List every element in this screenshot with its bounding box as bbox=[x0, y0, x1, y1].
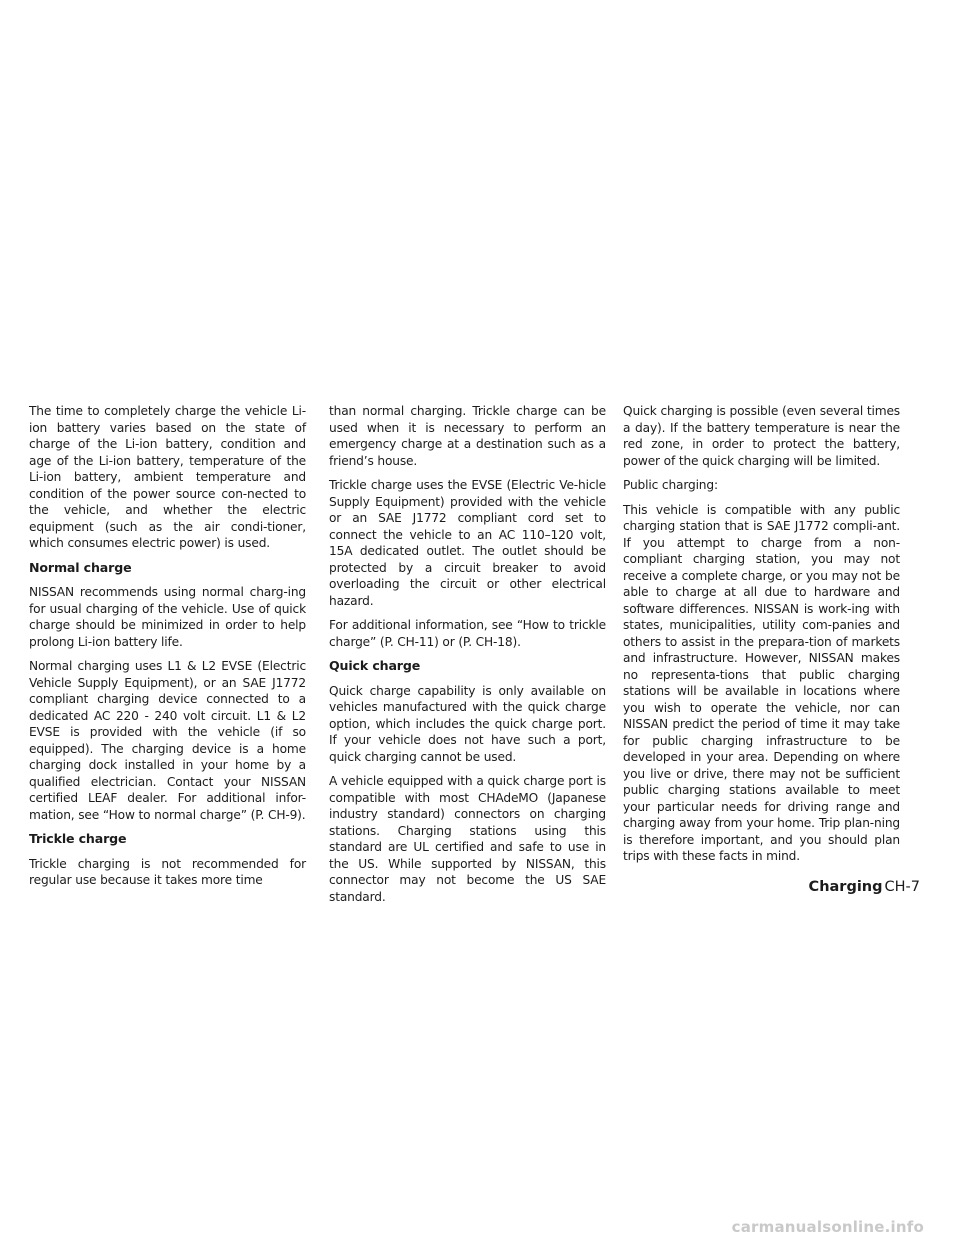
trickle-charge-paragraph: Trickle charging is not recommended for regular use because it takes more time bbox=[29, 856, 306, 887]
public-charging-paragraph: This vehicle is compatible with any public charging station that is SAE J1772 compli-ant. If you attempt to charge from a non-compliant charging station, you may not receive a complete charge, or you may not be able to charge at all due to hardware and software differences. NISSAN is work-ing with states, municipalities, utility com-panies and others to assist in the prepara-tion of markets and infrastructure. However, NISSAN makes no representa-tions that public charging stations will be available in locations where you wish to operate the vehicle, nor can NISSAN predict the period of time it may take for public charging infrastructure to be developed in your area. Depending on where you live or drive, there may not be sufficient public charging stations available to meet your particular needs for driving range and charging away from your home. Trip plan-ning is therefore important, and you should plan trips with these facts in mind. bbox=[623, 502, 900, 863]
text-column-3 bbox=[623, 403, 900, 873]
quick-charge-paragraph: A vehicle equipped with a quick charge port is compatible with most CHAdeMO (Japanese industry standard) connectors on charging stations. Charging stations using this standard are UL certified and safe to use in the US. While supported by NISSAN, this connector may not become the US SAE standard. bbox=[329, 774, 606, 904]
text-column-1 bbox=[29, 403, 306, 897]
quick-charge-paragraph: Quick charging is possible (even several times a day). If the battery temperature is near the red zone, in order to protect the battery, power of the quick charging will be limited. bbox=[623, 404, 900, 468]
normal-charge-paragraph: NISSAN recommends using normal charg-ing for usual charging of the vehicle. Use of quick charge should be minimized in order to help prolong Li-ion battery life. bbox=[29, 585, 306, 649]
normal-charge-heading: Normal charge bbox=[29, 559, 132, 575]
section-name: Charging bbox=[808, 879, 883, 895]
page-footer bbox=[600, 877, 920, 897]
text-column-2 bbox=[329, 403, 606, 913]
intro-paragraph: The time to completely charge the vehicle Li-ion battery varies based on the state of charge of the Li-ion battery, condition and age of the Li-ion battery, temperature of the Li-ion battery, ambient temperature and condition of the power source con-nected to the vehicle, and whether the electric equipment (such as the air condi-tioner, which consumes electric power) is used. bbox=[29, 404, 306, 550]
quick-charge-heading: Quick charge bbox=[329, 658, 421, 673]
public-charging-label: Public charging: bbox=[623, 478, 718, 492]
trickle-charge-paragraph: than normal charging. Trickle charge can be used when it is necessary to perform an emergency charge at a destination such as a friend’s house. bbox=[329, 404, 606, 468]
trickle-charge-heading: Trickle charge bbox=[29, 831, 127, 846]
trickle-charge-paragraph: Trickle charge uses the EVSE (Electric Ve-hicle Supply Equipment) provided with the vehicle or an SAE J1772 compliant cord set to connect the vehicle to an AC 110–120 volt, 15A dedicated outlet. The outlet should be protected by a circuit breaker to avoid overloading the circuit or other electrical hazard. bbox=[329, 478, 606, 608]
quick-charge-paragraph: Quick charge capability is only available on vehicles manufactured with the quick charge option, which includes the quick charge port. If your vehicle does not have such a port, quick charging cannot be used. bbox=[329, 683, 606, 764]
watermark-text: carmanualsonline.info bbox=[731, 1218, 924, 1236]
trickle-charge-reference: For additional information, see “How to trickle charge” (P. CH-11) or (P. CH-18). bbox=[329, 618, 606, 649]
page-number: CH-7 bbox=[884, 879, 920, 895]
normal-charge-paragraph: Normal charging uses L1 & L2 EVSE (Electric Vehicle Supply Equipment), or an SAE J1772 compliant charging device connected to a dedicated AC 220 - 240 volt circuit. L1 & L2 EVSE is provided with the vehicle (if so equipped). The charging device is a home charging dock installed in your home by a qualified electrician. Contact your NISSAN certified LEAF dealer. For additional infor-mation, see “How to normal charge” (P. CH-9). bbox=[29, 659, 306, 822]
